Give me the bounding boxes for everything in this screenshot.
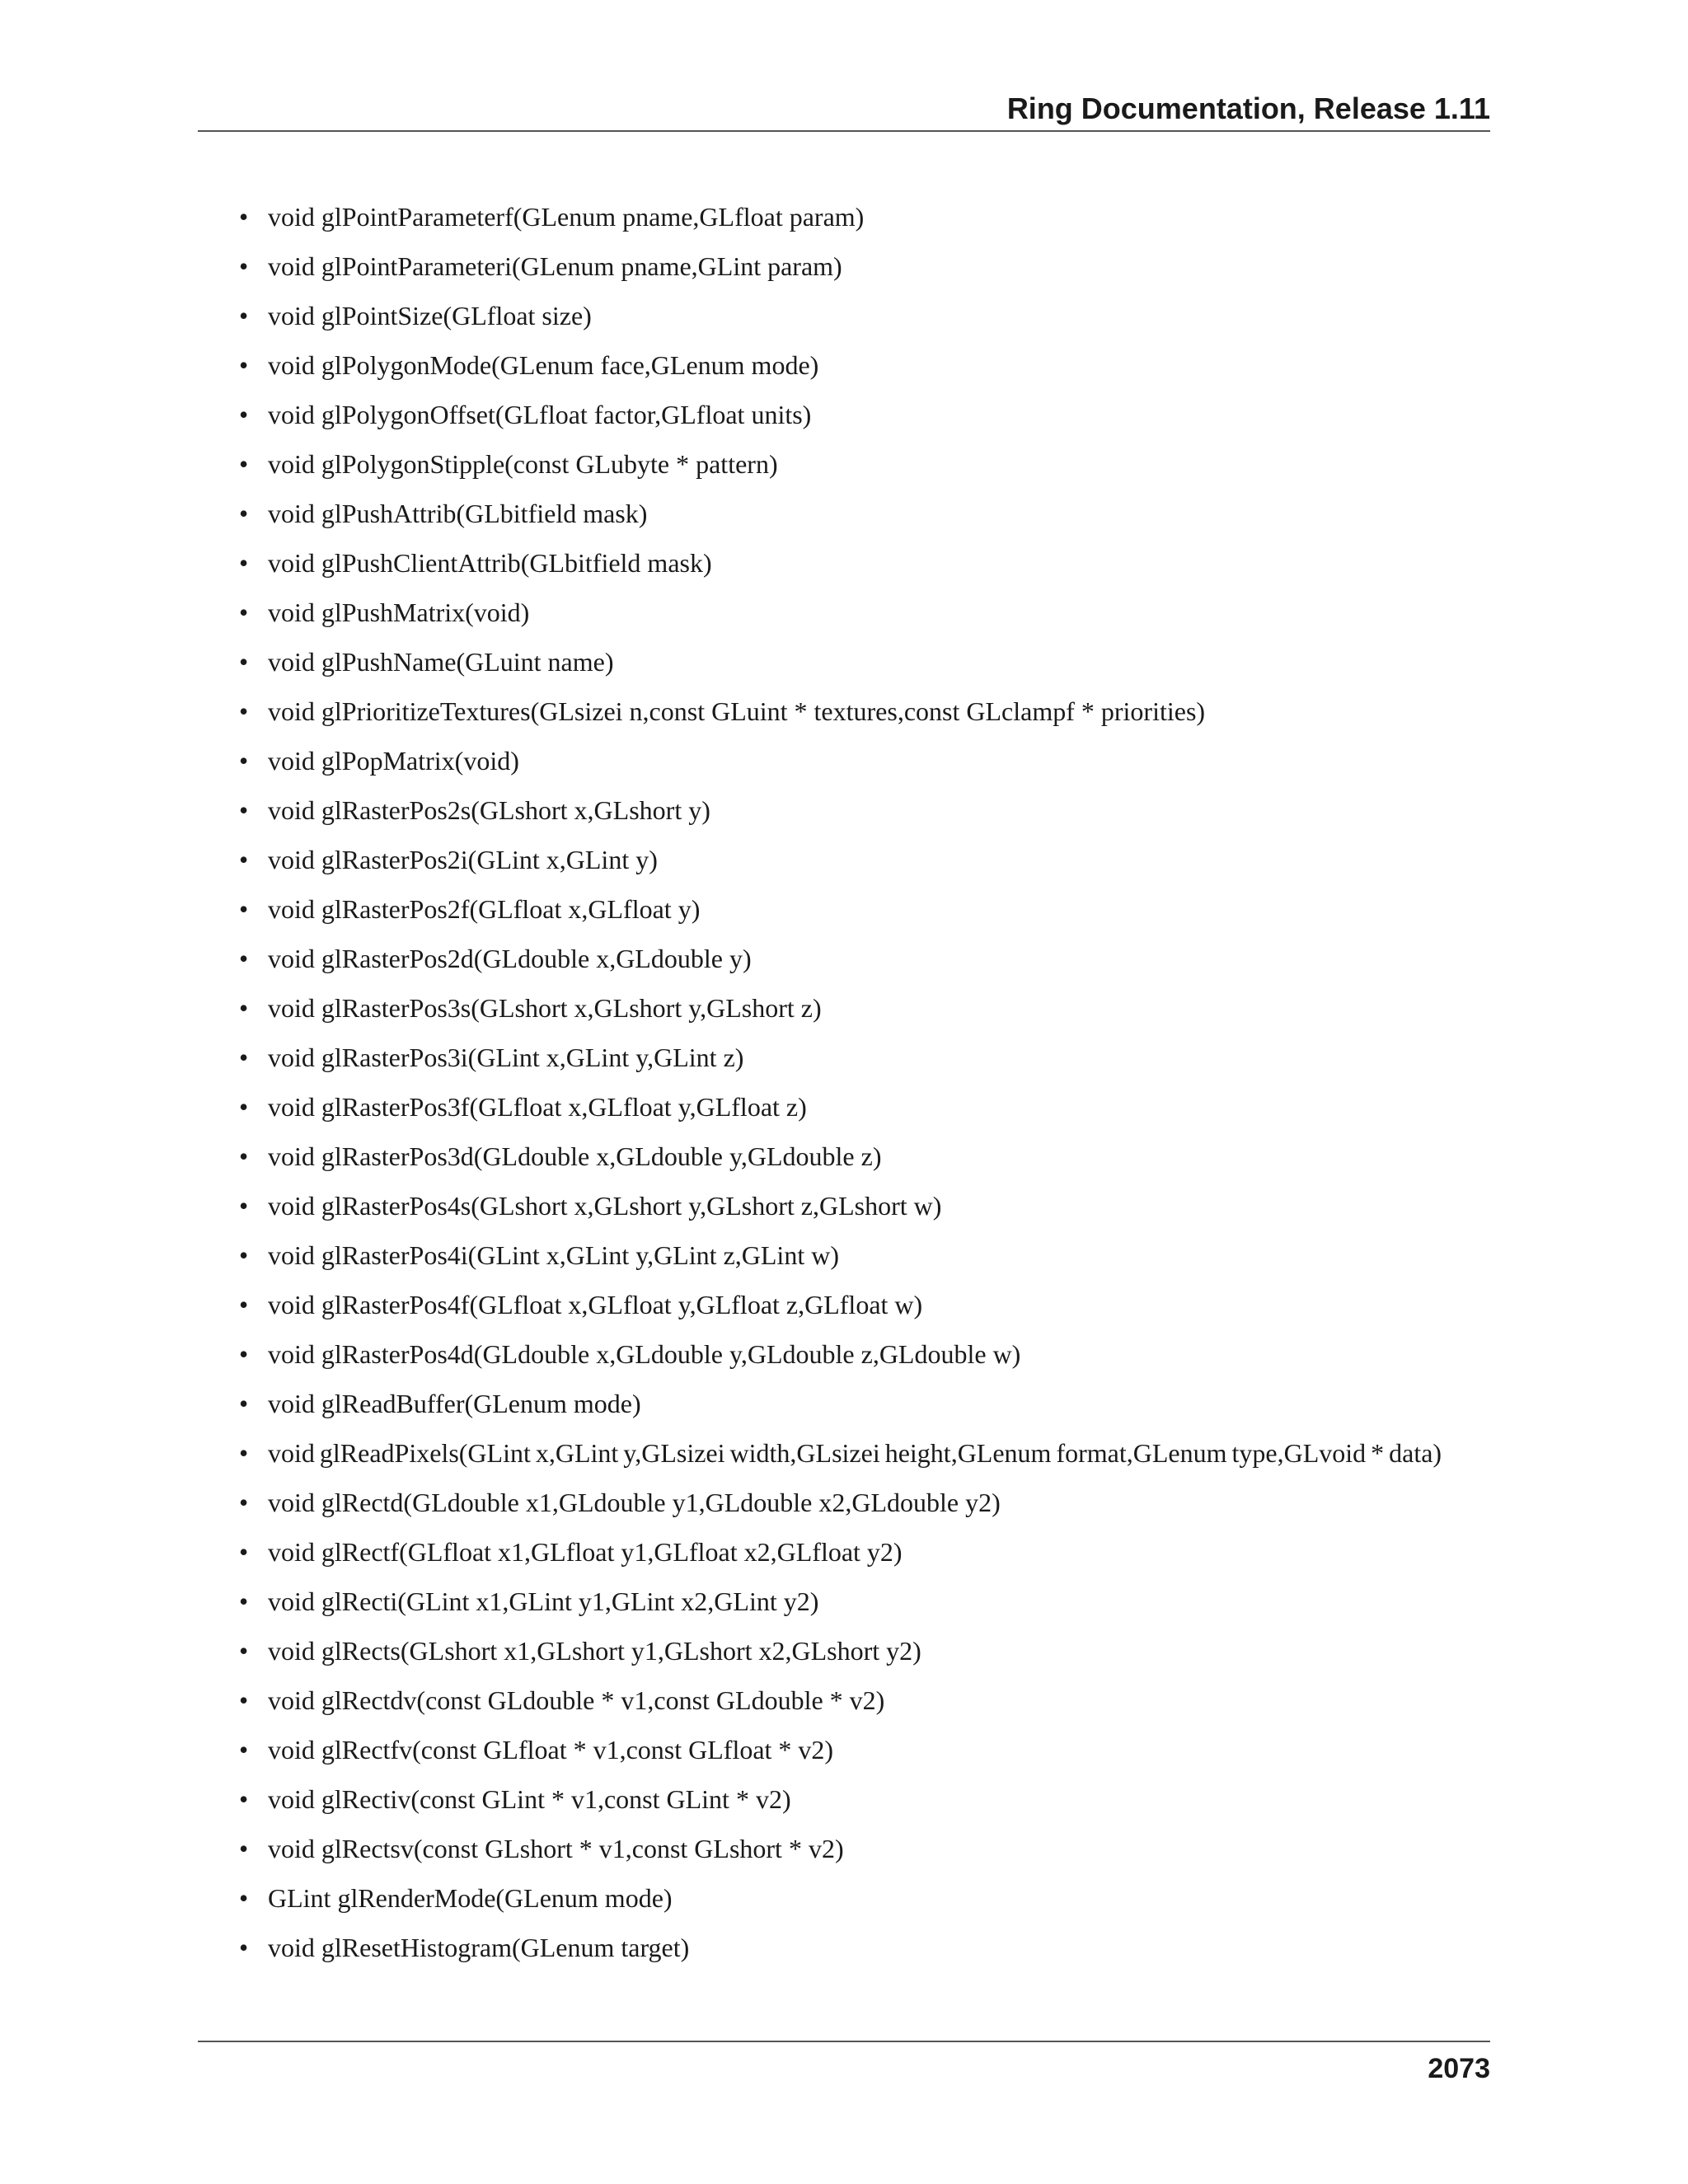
bullet-icon: • (239, 548, 249, 578)
bullet-icon: • (239, 1636, 249, 1666)
function-list (239, 198, 1508, 1978)
function-signature: void glPolygonMode(GLenum face,GLenum mode) (268, 350, 819, 380)
bullet-icon: • (239, 944, 249, 973)
function-list-item (239, 494, 1508, 544)
function-list-item (239, 1038, 1508, 1088)
function-list-item (239, 1137, 1508, 1187)
function-signature: void glRectfv(const GLfloat * v1,const GLfloat * v2) (268, 1735, 834, 1765)
bullet-icon: • (239, 1339, 249, 1369)
function-list-item (239, 1533, 1508, 1582)
bullet-icon: • (239, 795, 249, 825)
function-list-item (239, 1088, 1508, 1137)
function-signature: void glRasterPos3i(GLint x,GLint y,GLint z) (268, 1043, 744, 1072)
function-list-item (239, 1681, 1508, 1731)
function-list-item (239, 1632, 1508, 1681)
function-list-item (239, 1879, 1508, 1929)
bullet-icon: • (239, 1092, 249, 1122)
bullet-icon: • (239, 1784, 249, 1814)
bullet-icon: • (239, 647, 249, 677)
function-list-item (239, 396, 1508, 445)
function-signature: void glPolygonOffset(GLfloat factor,GLfloat units) (268, 400, 812, 429)
bullet-icon: • (239, 350, 249, 380)
bullet-icon: • (239, 598, 249, 627)
function-signature: void glRasterPos3f(GLfloat x,GLfloat y,GLfloat z) (268, 1092, 807, 1122)
function-list-item (239, 791, 1508, 841)
function-signature: void glPopMatrix(void) (268, 746, 519, 776)
function-signature: void glPointParameteri(GLenum pname,GLint param) (268, 251, 842, 281)
function-list-item (239, 643, 1508, 692)
function-signature: void glPolygonStipple(const GLubyte * pattern) (268, 449, 778, 479)
function-signature: void glPointParameterf(GLenum pname,GLfloat param) (268, 202, 865, 232)
function-signature: void glRasterPos4i(GLint x,GLint y,GLint z,GLint w) (268, 1240, 839, 1270)
function-list-item (239, 890, 1508, 940)
function-list-item (239, 297, 1508, 346)
function-signature: void glPushMatrix(void) (268, 598, 530, 627)
bullet-icon: • (239, 1141, 249, 1171)
bullet-icon: • (239, 1883, 249, 1913)
function-signature: void glPrioritizeTextures(GLsizei n,const GLuint * textures,const GLclampf * priorities) (268, 696, 1206, 726)
function-signature: void glRectdv(const GLdouble * v1,const GLdouble * v2) (268, 1685, 885, 1715)
function-list-item (239, 247, 1508, 297)
function-signature: void glRasterPos2s(GLshort x,GLshort y) (268, 795, 710, 825)
function-signature: void glRectsv(const GLshort * v1,const GLshort * v2) (268, 1834, 844, 1863)
function-list-item (239, 1582, 1508, 1632)
bullet-icon: • (239, 1537, 249, 1567)
function-signature: void glRectiv(const GLint * v1,const GLint * v2) (268, 1784, 791, 1814)
function-signature: void glRects(GLshort x1,GLshort y1,GLshort x2,GLshort y2) (268, 1636, 921, 1666)
function-signature: void glPointSize(GLfloat size) (268, 301, 592, 330)
function-list-item (239, 1731, 1508, 1780)
function-signature: void glRasterPos4d(GLdouble x,GLdouble y,GLdouble z,GLdouble w) (268, 1339, 1021, 1369)
bullet-icon: • (239, 1191, 249, 1221)
function-signature: void glResetHistogram(GLenum target) (268, 1933, 690, 1962)
function-list-item (239, 593, 1508, 643)
bullet-icon: • (239, 1043, 249, 1072)
footer-divider (198, 2041, 1490, 2042)
function-list-item (239, 1434, 1508, 1483)
function-list-item (239, 346, 1508, 396)
bullet-icon: • (239, 1438, 249, 1468)
bullet-icon: • (239, 1834, 249, 1863)
function-signature: void glRasterPos4s(GLshort x,GLshort y,GLshort z,GLshort w) (268, 1191, 942, 1221)
function-list-item (239, 692, 1508, 742)
bullet-icon: • (239, 894, 249, 924)
function-list-item (239, 1236, 1508, 1286)
function-signature: void glRasterPos3s(GLshort x,GLshort y,GLshort z) (268, 993, 822, 1023)
bullet-icon: • (239, 746, 249, 776)
bullet-icon: • (239, 1586, 249, 1616)
bullet-icon: • (239, 499, 249, 528)
function-signature: void glRasterPos4f(GLfloat x,GLfloat y,GLfloat z,GLfloat w) (268, 1290, 923, 1319)
bullet-icon: • (239, 845, 249, 874)
function-list-item (239, 1780, 1508, 1830)
bullet-icon: • (239, 400, 249, 429)
function-signature: void glReadBuffer(GLenum mode) (268, 1389, 641, 1418)
function-signature: void glPushClientAttrib(GLbitfield mask) (268, 548, 712, 578)
page-header-title: Ring Documentation, Release 1.11 (1006, 91, 1490, 125)
bullet-icon: • (239, 696, 249, 726)
function-signature: GLint glRenderMode(GLenum mode) (268, 1883, 673, 1913)
page-number: 2073 (1428, 2053, 1490, 2084)
function-signature: void glPushName(GLuint name) (268, 647, 614, 677)
function-signature: void glRasterPos3d(GLdouble x,GLdouble y,GLdouble z) (268, 1141, 882, 1171)
function-signature: void glRectd(GLdouble x1,GLdouble y1,GLdouble x2,GLdouble y2) (268, 1488, 1001, 1517)
function-list-item (239, 742, 1508, 791)
function-signature: void glRasterPos2f(GLfloat x,GLfloat y) (268, 894, 701, 924)
function-signature: void glPushAttrib(GLbitfield mask) (268, 499, 648, 528)
bullet-icon: • (239, 1240, 249, 1270)
function-list-item (239, 841, 1508, 890)
bullet-icon: • (239, 1685, 249, 1715)
bullet-icon: • (239, 202, 249, 232)
function-list-item (239, 940, 1508, 989)
function-signature: void glRasterPos2d(GLdouble x,GLdouble y) (268, 944, 752, 973)
bullet-icon: • (239, 449, 249, 479)
function-list-item (239, 989, 1508, 1038)
bullet-icon: • (239, 1735, 249, 1765)
function-list-item (239, 544, 1508, 593)
bullet-icon: • (239, 251, 249, 281)
function-list-item (239, 198, 1508, 247)
function-list-item (239, 1483, 1508, 1533)
bullet-icon: • (239, 993, 249, 1023)
function-list-item (239, 1385, 1508, 1434)
function-signature: void glRasterPos2i(GLint x,GLint y) (268, 845, 658, 874)
bullet-icon: • (239, 1389, 249, 1418)
header-divider (198, 130, 1490, 132)
function-signature: void glReadPixels(GLint x,GLint y,GLsizei width,GLsizei height,GLenum format,GLenum type,GLvoid * data) (268, 1438, 1442, 1468)
function-list-item (239, 1187, 1508, 1236)
bullet-icon: • (239, 1290, 249, 1319)
function-list-item (239, 1335, 1508, 1385)
bullet-icon: • (239, 301, 249, 330)
function-signature: void glRectf(GLfloat x1,GLfloat y1,GLfloat x2,GLfloat y2) (268, 1537, 903, 1567)
bullet-icon: • (239, 1933, 249, 1962)
function-list-item (239, 1830, 1508, 1879)
function-list-item (239, 445, 1508, 494)
bullet-icon: • (239, 1488, 249, 1517)
function-list-item (239, 1929, 1508, 1978)
function-signature: void glRecti(GLint x1,GLint y1,GLint x2,GLint y2) (268, 1586, 819, 1616)
function-list-item (239, 1286, 1508, 1335)
